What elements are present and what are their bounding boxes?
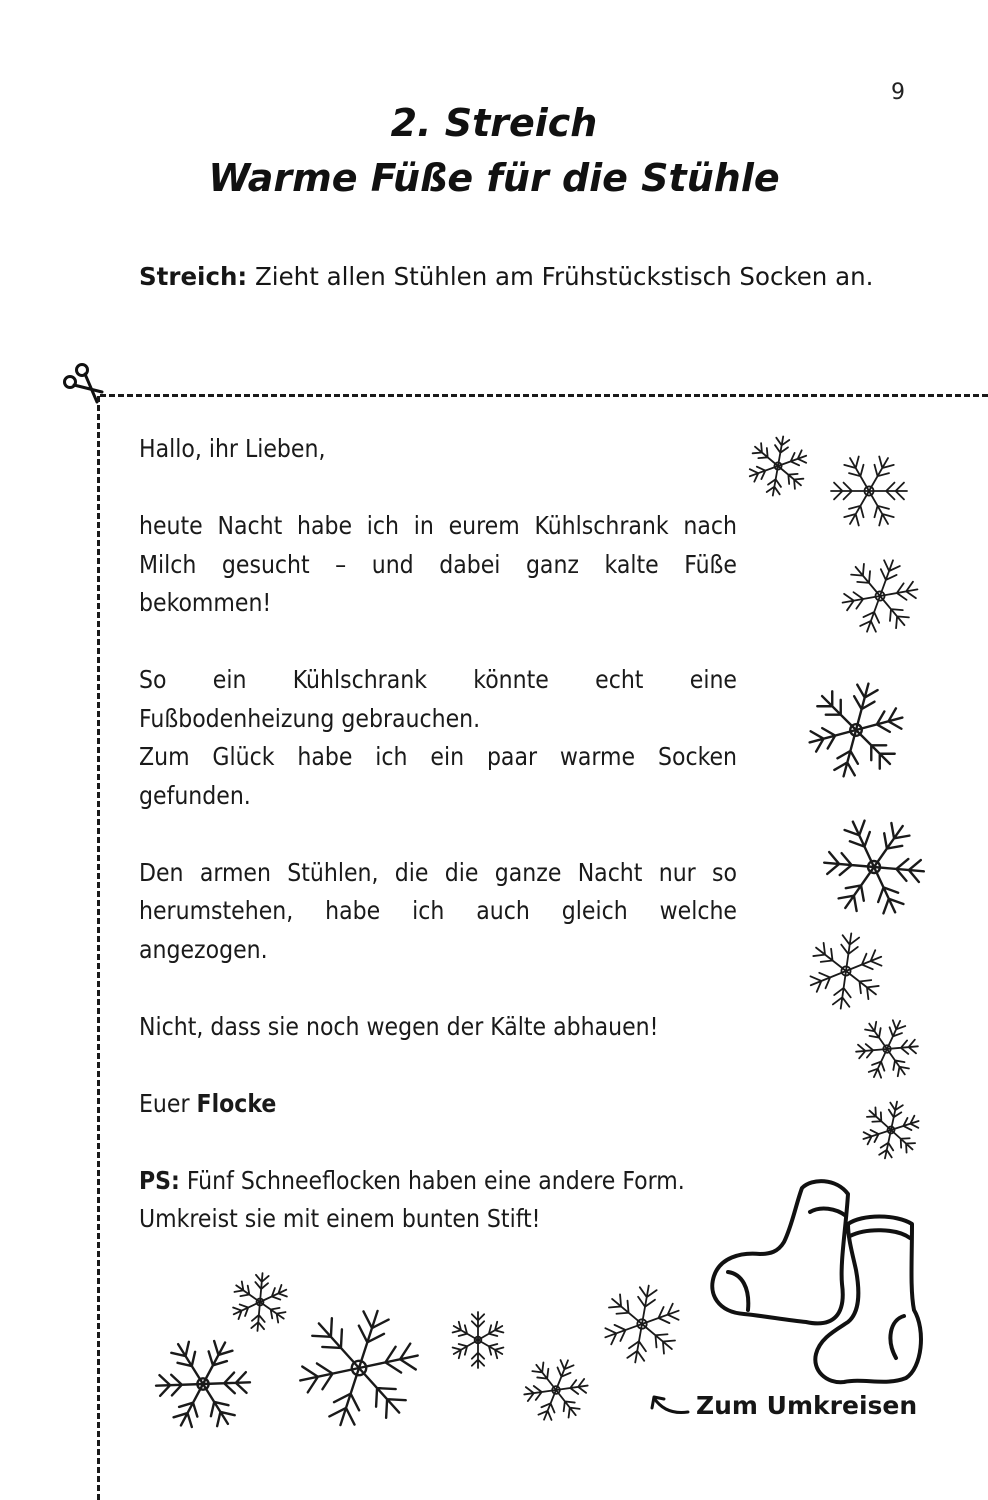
letter xyxy=(139,430,737,1239)
snowflake-icon xyxy=(152,1333,254,1435)
letter-paragraph-2a: So ein Kühlschrank könnte echt eine Fußbodenheizung gebrauchen. xyxy=(139,665,737,733)
snowflake-icon xyxy=(820,813,928,921)
prank-description xyxy=(139,258,899,296)
circle-hint xyxy=(648,1386,938,1426)
snowflake-icon xyxy=(446,1308,510,1372)
letter-greeting: Hallo, ihr Lieben, xyxy=(139,434,326,463)
snowflake-icon xyxy=(295,1304,423,1432)
letter-paragraph-1: heute Nacht habe ich in eurem Kühlschrank nach Milch gesucht – und dabei ganz kalte Füße bekommen! xyxy=(139,511,737,617)
curved-arrow-icon xyxy=(648,1390,690,1420)
hint-label: Zum Umkreisen xyxy=(696,1391,918,1420)
ps-label: PS: xyxy=(139,1165,180,1195)
title-line-2: Warme Füße für die Stühle xyxy=(208,156,780,200)
snowflake-icon xyxy=(744,432,812,500)
letter-paragraph-3: Den armen Stühlen, die die ganze Nacht nur so herumstehen, habe ich auch gleich welche angezogen. xyxy=(139,857,737,964)
snowflake-icon xyxy=(852,1014,922,1084)
snowflake-icon xyxy=(227,1269,293,1335)
letter-paragraph-4: Nicht, dass sie noch wegen der Kälte abhauen! xyxy=(139,1011,659,1041)
letter-signoff xyxy=(139,1085,737,1124)
prank-text: Zieht allen Stühlen am Frühstückstisch Socken an. xyxy=(247,262,874,291)
socks-illustration xyxy=(700,1172,940,1397)
ps-text: Fünf Schneeflocken haben eine andere Form. Umkreist sie mit einem bunten Stift! xyxy=(139,1165,685,1233)
cut-line-left xyxy=(97,396,100,1500)
title-line-1: 2. Streich xyxy=(390,101,598,145)
letter-ps xyxy=(139,1162,737,1239)
snowflake-icon xyxy=(858,1097,924,1163)
cut-line-top xyxy=(100,394,988,397)
scissors-icon xyxy=(60,362,110,412)
page-number: 9 xyxy=(891,80,905,105)
signoff-prefix: Euer xyxy=(139,1088,197,1118)
snowflake-icon xyxy=(804,929,888,1013)
prank-label: Streich: xyxy=(139,262,248,291)
page-title xyxy=(0,96,988,206)
snowflake-icon xyxy=(838,554,922,638)
snowflake-icon xyxy=(599,1281,685,1367)
snowflake-icon xyxy=(804,678,908,782)
snowflake-icon xyxy=(827,449,911,533)
letter-paragraph-2b: Zum Glück habe ich ein paar warme Socken gefunden. xyxy=(139,742,737,810)
snowflake-icon xyxy=(520,1354,592,1426)
signoff-name: Flocke xyxy=(196,1088,277,1118)
